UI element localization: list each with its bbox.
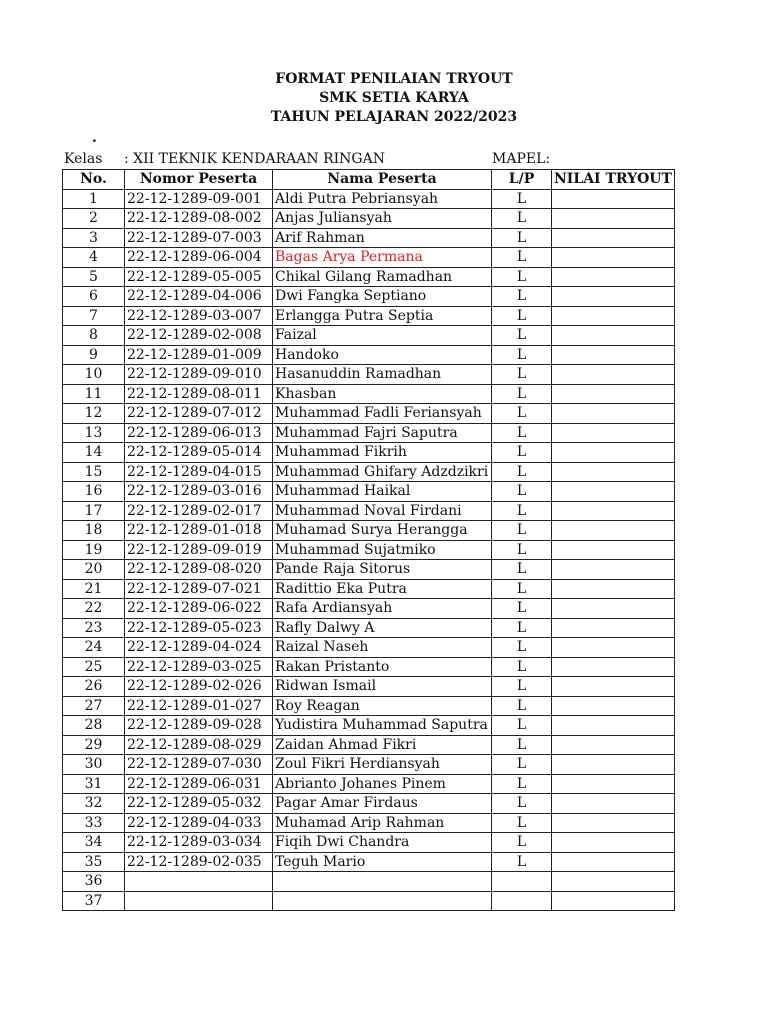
header-nilai-tryout: NILAI TRYOUT [552, 170, 675, 190]
cell-lp: L [492, 540, 552, 560]
cell-nomor-peserta: 22-12-1289-03-007 [125, 306, 273, 326]
cell-no: 32 [63, 794, 125, 814]
cell-nilai-tryout[interactable] [552, 716, 675, 736]
cell-nomor-peserta: 22-12-1289-02-026 [125, 677, 273, 697]
cell-nama-peserta: Chikal Gilang Ramadhan [273, 267, 492, 287]
cell-nomor-peserta: 22-12-1289-02-035 [125, 852, 273, 872]
cell-lp: L [492, 423, 552, 443]
kelas-value: : XII TEKNIK KENDARAAN RINGAN [124, 151, 385, 167]
cell-lp: L [492, 267, 552, 287]
cell-no: 10 [63, 365, 125, 385]
cell-nama-peserta: Rafly Dalwy A [273, 618, 492, 638]
stray-dot: . [92, 130, 97, 146]
document-title-block [0, 70, 768, 127]
cell-nilai-tryout[interactable] [552, 345, 675, 365]
cell-nilai-tryout[interactable] [552, 326, 675, 346]
cell-no: 36 [63, 872, 125, 892]
cell-nilai-tryout[interactable] [552, 813, 675, 833]
cell-nama-peserta: Muhamad Arip Rahman [273, 813, 492, 833]
cell-lp: L [492, 657, 552, 677]
cell-lp: L [492, 248, 552, 268]
cell-nilai-tryout[interactable] [552, 384, 675, 404]
cell-nilai-tryout[interactable] [552, 501, 675, 521]
table-row [63, 579, 675, 599]
table-row [63, 794, 675, 814]
cell-no: 24 [63, 638, 125, 658]
table-row [63, 384, 675, 404]
cell-lp: L [492, 716, 552, 736]
cell-lp [492, 891, 552, 911]
table-row [63, 423, 675, 443]
cell-no: 28 [63, 716, 125, 736]
cell-nama-peserta: Fiqih Dwi Chandra [273, 833, 492, 853]
academic-year: TAHUN PELAJARAN 2022/2023 [270, 109, 518, 125]
cell-nama-peserta: Anjas Juliansyah [273, 209, 492, 229]
cell-nilai-tryout[interactable] [552, 365, 675, 385]
cell-no: 35 [63, 852, 125, 872]
cell-no: 12 [63, 404, 125, 424]
cell-nilai-tryout[interactable] [552, 794, 675, 814]
cell-nomor-peserta: 22-12-1289-09-019 [125, 540, 273, 560]
cell-nilai-tryout[interactable] [552, 228, 675, 248]
cell-nomor-peserta: 22-12-1289-05-023 [125, 618, 273, 638]
mapel-label: MAPEL: [492, 151, 551, 167]
cell-nilai-tryout[interactable] [552, 852, 675, 872]
table-row [63, 482, 675, 502]
cell-nomor-peserta: 22-12-1289-06-004 [125, 248, 273, 268]
cell-nama-peserta: Hasanuddin Ramadhan [273, 365, 492, 385]
cell-lp: L [492, 482, 552, 502]
cell-nama-peserta: Teguh Mario [273, 852, 492, 872]
cell-nomor-peserta: 22-12-1289-09-028 [125, 716, 273, 736]
table-row [63, 248, 675, 268]
cell-lp: L [492, 833, 552, 853]
cell-nama-peserta: Raizal Naseh [273, 638, 492, 658]
cell-lp: L [492, 365, 552, 385]
table-row [63, 813, 675, 833]
table-row [63, 267, 675, 287]
table-row [63, 638, 675, 658]
cell-nilai-tryout[interactable] [552, 755, 675, 775]
cell-no: 13 [63, 423, 125, 443]
cell-no: 17 [63, 501, 125, 521]
cell-no: 23 [63, 618, 125, 638]
cell-nama-peserta: Muhammad Haikal [273, 482, 492, 502]
cell-nama-peserta [273, 872, 492, 892]
header-nama-peserta: Nama Peserta [273, 170, 492, 190]
cell-nama-peserta: Radittio Eka Putra [273, 579, 492, 599]
cell-nilai-tryout[interactable] [552, 599, 675, 619]
cell-nilai-tryout[interactable] [552, 267, 675, 287]
cell-nomor-peserta: 22-12-1289-07-030 [125, 755, 273, 775]
table-row [63, 365, 675, 385]
cell-lp: L [492, 209, 552, 229]
cell-nomor-peserta: 22-12-1289-04-033 [125, 813, 273, 833]
cell-lp: L [492, 579, 552, 599]
cell-nomor-peserta [125, 872, 273, 892]
cell-lp: L [492, 638, 552, 658]
cell-nilai-tryout[interactable] [552, 443, 675, 463]
cell-nilai-tryout[interactable] [552, 189, 675, 209]
cell-nilai-tryout[interactable] [552, 618, 675, 638]
cell-nilai-tryout[interactable] [552, 579, 675, 599]
table-row [63, 774, 675, 794]
cell-lp: L [492, 384, 552, 404]
header-nomor-peserta: Nomor Peserta [125, 170, 273, 190]
cell-nilai-tryout[interactable] [552, 209, 675, 229]
cell-lp: L [492, 813, 552, 833]
score-table [62, 169, 675, 911]
cell-nilai-tryout[interactable] [552, 774, 675, 794]
cell-nama-peserta: Muhamad Surya Herangga [273, 521, 492, 541]
cell-nama-peserta: Ridwan Ismail [273, 677, 492, 697]
cell-nilai-tryout[interactable] [552, 560, 675, 580]
table-row [63, 618, 675, 638]
cell-nama-peserta: Zaidan Ahmad Fikri [273, 735, 492, 755]
cell-nilai-tryout[interactable] [552, 404, 675, 424]
cell-nama-peserta: Rafa Ardiansyah [273, 599, 492, 619]
cell-no: 14 [63, 443, 125, 463]
cell-no: 16 [63, 482, 125, 502]
cell-nomor-peserta: 22-12-1289-08-002 [125, 209, 273, 229]
cell-nama-peserta: Muhammad Fajri Saputra [273, 423, 492, 443]
table-row [63, 657, 675, 677]
cell-nama-peserta: Pande Raja Sitorus [273, 560, 492, 580]
cell-no: 25 [63, 657, 125, 677]
cell-nilai-tryout[interactable] [552, 540, 675, 560]
cell-nama-peserta: Erlangga Putra Septia [273, 306, 492, 326]
cell-nomor-peserta: 22-12-1289-06-022 [125, 599, 273, 619]
cell-nama-peserta: Yudistira Muhammad Saputra [273, 716, 492, 736]
table-row [63, 462, 675, 482]
cell-nama-peserta: Dwi Fangka Septiano [273, 287, 492, 307]
cell-lp: L [492, 560, 552, 580]
cell-no: 29 [63, 735, 125, 755]
cell-lp: L [492, 404, 552, 424]
cell-nomor-peserta: 22-12-1289-03-025 [125, 657, 273, 677]
cell-nama-peserta: Abrianto Johanes Pinem [273, 774, 492, 794]
cell-nomor-peserta: 22-12-1289-04-006 [125, 287, 273, 307]
table-row [63, 852, 675, 872]
cell-nama-peserta: Muhammad Noval Firdani [273, 501, 492, 521]
table-row [63, 560, 675, 580]
cell-lp: L [492, 755, 552, 775]
cell-nama-peserta: Bagas Arya Permana [273, 248, 492, 268]
cell-no: 37 [63, 891, 125, 911]
cell-no: 27 [63, 696, 125, 716]
cell-no: 5 [63, 267, 125, 287]
cell-lp: L [492, 794, 552, 814]
cell-nama-peserta: Aldi Putra Pebriansyah [273, 189, 492, 209]
cell-nomor-peserta: 22-12-1289-07-012 [125, 404, 273, 424]
cell-lp: L [492, 774, 552, 794]
cell-nama-peserta: Pagar Amar Firdaus [273, 794, 492, 814]
table-row [63, 404, 675, 424]
cell-nilai-tryout[interactable] [552, 521, 675, 541]
cell-nilai-tryout[interactable] [552, 306, 675, 326]
table-row [63, 716, 675, 736]
cell-nomor-peserta: 22-12-1289-08-020 [125, 560, 273, 580]
cell-nomor-peserta: 22-12-1289-09-010 [125, 365, 273, 385]
cell-nomor-peserta: 22-12-1289-06-013 [125, 423, 273, 443]
cell-nama-peserta: Faizal [273, 326, 492, 346]
cell-no: 21 [63, 579, 125, 599]
cell-nilai-tryout[interactable] [552, 696, 675, 716]
table-row [63, 306, 675, 326]
cell-nomor-peserta: 22-12-1289-01-027 [125, 696, 273, 716]
cell-nomor-peserta: 22-12-1289-08-029 [125, 735, 273, 755]
cell-nama-peserta: Muhammad Ghifary Adzdzikri [273, 462, 492, 482]
cell-no: 19 [63, 540, 125, 560]
cell-lp [492, 872, 552, 892]
cell-nama-peserta: Handoko [273, 345, 492, 365]
table-row [63, 287, 675, 307]
table-row [63, 735, 675, 755]
table-row [63, 599, 675, 619]
cell-nomor-peserta: 22-12-1289-01-018 [125, 521, 273, 541]
cell-nilai-tryout[interactable] [552, 833, 675, 853]
table-row [63, 228, 675, 248]
cell-lp: L [492, 462, 552, 482]
cell-nomor-peserta: 22-12-1289-08-011 [125, 384, 273, 404]
table-row [63, 443, 675, 463]
cell-no: 18 [63, 521, 125, 541]
table-row [63, 326, 675, 346]
cell-nomor-peserta: 22-12-1289-07-021 [125, 579, 273, 599]
cell-lp: L [492, 345, 552, 365]
cell-nilai-tryout[interactable] [552, 872, 675, 892]
cell-lp: L [492, 443, 552, 463]
table-body [63, 189, 675, 911]
table-row [63, 501, 675, 521]
cell-nama-peserta: Roy Reagan [273, 696, 492, 716]
cell-nomor-peserta: 22-12-1289-02-017 [125, 501, 273, 521]
table-row [63, 345, 675, 365]
cell-nomor-peserta: 22-12-1289-04-015 [125, 462, 273, 482]
cell-nilai-tryout[interactable] [552, 287, 675, 307]
cell-nama-peserta [273, 891, 492, 911]
cell-nomor-peserta: 22-12-1289-05-032 [125, 794, 273, 814]
cell-no: 3 [63, 228, 125, 248]
table-row [63, 755, 675, 775]
cell-no: 9 [63, 345, 125, 365]
cell-nilai-tryout[interactable] [552, 677, 675, 697]
cell-lp: L [492, 501, 552, 521]
cell-nomor-peserta: 22-12-1289-02-008 [125, 326, 273, 346]
cell-lp: L [492, 599, 552, 619]
cell-no: 15 [63, 462, 125, 482]
cell-nilai-tryout[interactable] [552, 657, 675, 677]
header-no: No. [63, 170, 125, 190]
cell-nomor-peserta: 22-12-1289-05-014 [125, 443, 273, 463]
table-row [63, 521, 675, 541]
cell-nilai-tryout[interactable] [552, 248, 675, 268]
cell-nomor-peserta: 22-12-1289-04-024 [125, 638, 273, 658]
table-row [63, 872, 675, 892]
cell-no: 8 [63, 326, 125, 346]
cell-lp: L [492, 852, 552, 872]
cell-nama-peserta: Rakan Pristanto [273, 657, 492, 677]
cell-nomor-peserta: 22-12-1289-09-001 [125, 189, 273, 209]
document-title: FORMAT PENILAIAN TRYOUT [275, 71, 513, 87]
cell-nilai-tryout[interactable] [552, 891, 675, 911]
cell-no: 22 [63, 599, 125, 619]
table-row [63, 209, 675, 229]
cell-no: 31 [63, 774, 125, 794]
table-row [63, 696, 675, 716]
cell-no: 7 [63, 306, 125, 326]
cell-no: 26 [63, 677, 125, 697]
cell-lp: L [492, 189, 552, 209]
cell-nomor-peserta: 22-12-1289-03-034 [125, 833, 273, 853]
cell-no: 30 [63, 755, 125, 775]
cell-nama-peserta: Muhammad Sujatmiko [273, 540, 492, 560]
cell-lp: L [492, 306, 552, 326]
cell-nama-peserta: Khasban [273, 384, 492, 404]
kelas-label: Kelas [64, 151, 103, 167]
cell-no: 11 [63, 384, 125, 404]
table-row [63, 540, 675, 560]
cell-nama-peserta: Muhammad Fikrih [273, 443, 492, 463]
cell-lp: L [492, 618, 552, 638]
table-row [63, 677, 675, 697]
table-row [63, 189, 675, 209]
table-header-row [63, 170, 675, 190]
cell-lp: L [492, 735, 552, 755]
cell-nilai-tryout[interactable] [552, 482, 675, 502]
cell-nilai-tryout[interactable] [552, 735, 675, 755]
cell-nomor-peserta: 22-12-1289-05-005 [125, 267, 273, 287]
cell-no: 4 [63, 248, 125, 268]
cell-nama-peserta: Muhammad Fadli Feriansyah [273, 404, 492, 424]
cell-no: 2 [63, 209, 125, 229]
cell-no: 34 [63, 833, 125, 853]
cell-nomor-peserta: 22-12-1289-06-031 [125, 774, 273, 794]
cell-nilai-tryout[interactable] [552, 638, 675, 658]
header-lp: L/P [492, 170, 552, 190]
cell-nomor-peserta: 22-12-1289-03-016 [125, 482, 273, 502]
cell-no: 20 [63, 560, 125, 580]
cell-nomor-peserta: 22-12-1289-07-003 [125, 228, 273, 248]
cell-lp: L [492, 696, 552, 716]
cell-lp: L [492, 326, 552, 346]
cell-no: 6 [63, 287, 125, 307]
school-name: SMK SETIA KARYA [319, 90, 469, 106]
cell-nilai-tryout[interactable] [552, 462, 675, 482]
cell-nama-peserta: Zoul Fikri Herdiansyah [273, 755, 492, 775]
cell-nilai-tryout[interactable] [552, 423, 675, 443]
cell-no: 1 [63, 189, 125, 209]
table-row [63, 833, 675, 853]
cell-nama-peserta: Arif Rahman [273, 228, 492, 248]
cell-lp: L [492, 228, 552, 248]
cell-nomor-peserta: 22-12-1289-01-009 [125, 345, 273, 365]
cell-lp: L [492, 287, 552, 307]
table-row [63, 891, 675, 911]
cell-nomor-peserta [125, 891, 273, 911]
cell-no: 33 [63, 813, 125, 833]
cell-lp: L [492, 521, 552, 541]
cell-lp: L [492, 677, 552, 697]
